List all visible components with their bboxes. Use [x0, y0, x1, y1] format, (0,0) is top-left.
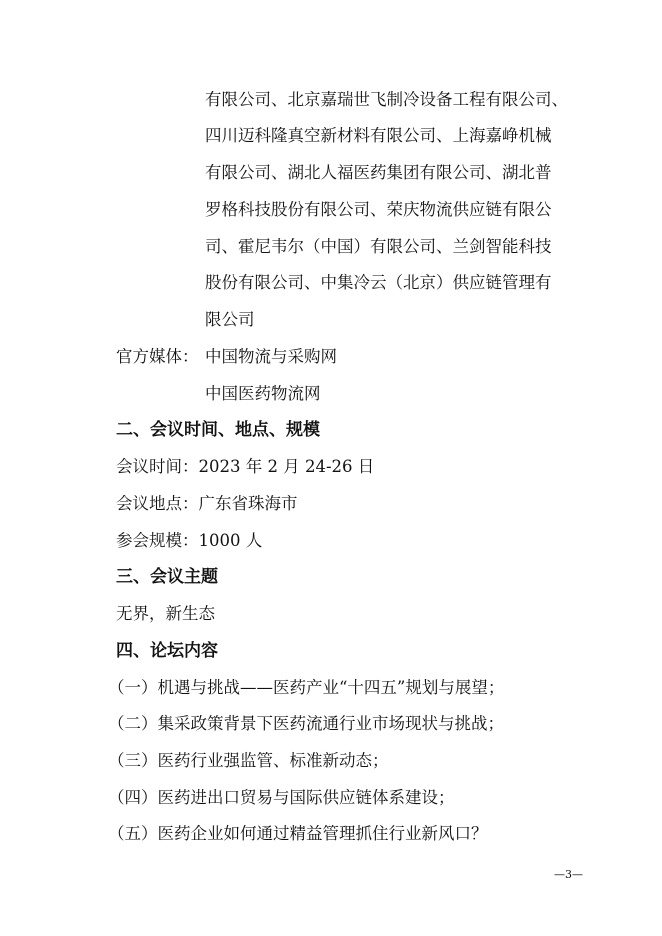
forum-topic-item: （五）医药企业如何通过精益管理抓住行业新风口？	[108, 824, 488, 843]
meeting-theme: 无界，新生态	[116, 604, 215, 623]
meeting-time: 会议时间：2023 年 2 月 24-26 日	[116, 457, 375, 476]
section-heading-schedule: 二、会议时间、地点、规模	[116, 420, 320, 440]
forum-topic-item: （一）机遇与挑战——医药产业“十四五”规划与展望；	[108, 678, 505, 697]
forum-topic-item: （三）医药行业强监管、标准新动态；	[108, 751, 389, 770]
meeting-scale: 参会规模：1000 人	[116, 531, 263, 550]
section-heading-theme: 三、会议主题	[116, 567, 218, 587]
forum-topic-item: （四）医药进出口贸易与国际供应链体系建设；	[108, 788, 455, 807]
meeting-place: 会议地点：广东省珠海市	[116, 494, 298, 513]
sponsor-line: 四川迈科隆真空新材料有限公司、上海嘉峥机械	[205, 126, 552, 145]
section-heading-content: 四、论坛内容	[116, 641, 218, 661]
media-item: 中国物流与采购网	[205, 347, 337, 366]
sponsor-line: 有限公司、湖北人福医药集团有限公司、湖北普	[205, 163, 552, 182]
sponsor-line: 限公司	[205, 310, 255, 329]
sponsor-line: 股份有限公司、中集冷云（北京）供应链管理有	[205, 273, 552, 292]
sponsor-line: 司、霍尼韦尔（中国）有限公司、兰剑智能科技	[205, 237, 552, 256]
media-label: 官方媒体：	[116, 347, 199, 366]
sponsor-line: 有限公司、北京嘉瑞世飞制冷设备工程有限公司、	[205, 90, 568, 109]
media-item: 中国医药物流网	[205, 384, 321, 403]
page-number: —3—	[554, 868, 583, 881]
sponsor-line: 罗格科技股份有限公司、荣庆物流供应链有限公	[205, 200, 552, 219]
forum-topic-item: （二）集采政策背景下医药流通行业市场现状与挑战；	[108, 714, 504, 733]
